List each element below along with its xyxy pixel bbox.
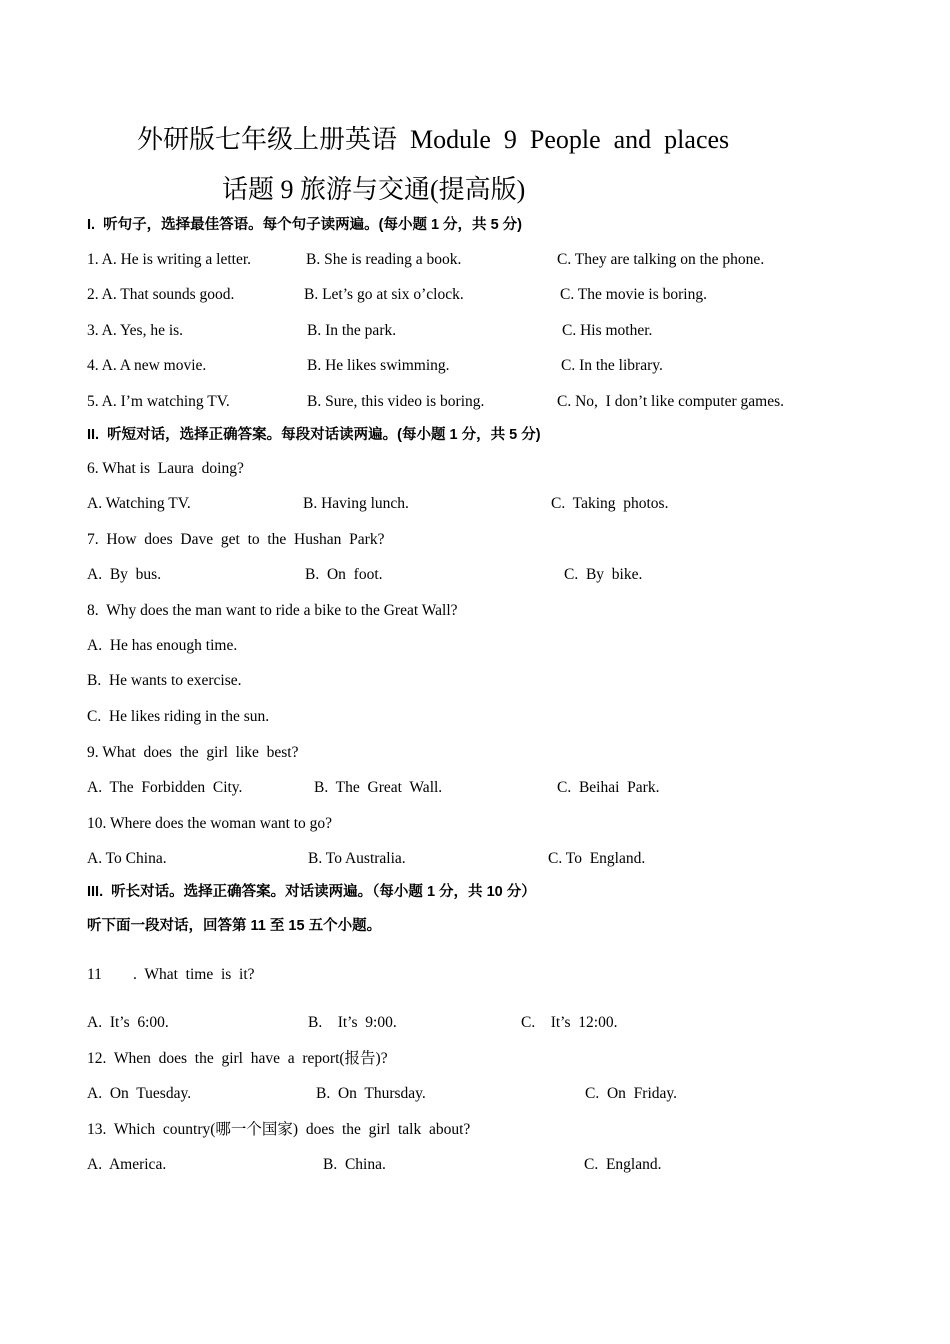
- option-b: B. To Australia.: [308, 850, 406, 867]
- question-text: 7. How does Dave get to the Hushan Park?: [87, 531, 385, 548]
- option-b: B. Sure, this video is boring.: [307, 393, 485, 410]
- page-title: 外研版七年级上册英语 Module 9 People and places: [137, 125, 730, 154]
- question-text: 12. When does the girl have a report(报告)?: [87, 1050, 388, 1067]
- option-b: B. In the park.: [307, 322, 397, 339]
- question-text: . What time is it?: [133, 966, 255, 983]
- option-c: C. It’s 12:00.: [521, 1014, 618, 1031]
- option-a: 1. A. He is writing a letter.: [87, 251, 252, 268]
- option-c: C. On Friday.: [585, 1085, 677, 1102]
- option-b: B. On foot.: [305, 566, 383, 583]
- question-text: 10. Where does the woman want to go?: [87, 815, 333, 832]
- section-instruction: 听下面一段对话，回答第 11 至 15 五个小题。: [87, 918, 382, 934]
- section-heading: I. 听句子，选择最佳答语。每个句子读两遍。(每小题 1 分，共 5 分): [87, 217, 523, 233]
- option-a: 4. A. A new movie.: [87, 357, 207, 374]
- option-c: C. In the library.: [561, 357, 663, 374]
- question-text: 6. What is Laura doing?: [87, 460, 244, 477]
- option-b: B. It’s 9:00.: [308, 1014, 397, 1031]
- question-text: 13. Which country(哪一个国家) does the girl talk about?: [87, 1121, 471, 1138]
- option-a: 5. A. I’m watching TV.: [87, 393, 230, 410]
- option-c: C. To England.: [548, 850, 646, 867]
- option-c: C. The movie is boring.: [560, 286, 707, 303]
- option-c: C. His mother.: [562, 322, 653, 339]
- option-b: B. Having lunch.: [303, 495, 409, 512]
- section-heading: III. 听长对话。选择正确答案。对话读两遍。（每小题 1 分，共 10 分）: [87, 884, 536, 900]
- option-a: A. Watching TV.: [87, 495, 191, 512]
- option-a: A. On Tuesday.: [87, 1085, 192, 1102]
- option-b: B. She is reading a book.: [306, 251, 462, 268]
- option-a: 3. A. Yes, he is.: [87, 322, 184, 339]
- option-a: 2. A. That sounds good.: [87, 286, 235, 303]
- option-a: A. By bus.: [87, 566, 162, 583]
- option-a: A. The Forbidden City.: [87, 779, 243, 796]
- option-c: C. He likes riding in the sun.: [87, 708, 270, 725]
- option-c: C. By bike.: [564, 566, 643, 583]
- option-a: A. America.: [87, 1156, 167, 1173]
- option-a: A. To China.: [87, 850, 167, 867]
- option-a: A. He has enough time.: [87, 637, 238, 654]
- option-b: B. On Thursday.: [316, 1085, 426, 1102]
- question-number: 11: [87, 966, 102, 983]
- option-c: C. No, I don’t like computer games.: [557, 393, 785, 410]
- option-c: C. Beihai Park.: [557, 779, 660, 796]
- option-a: A. It’s 6:00.: [87, 1014, 169, 1031]
- section-heading: II. 听短对话，选择正确答案。每段对话读两遍。(每小题 1 分，共 5 分): [87, 427, 541, 443]
- option-c: C. They are talking on the phone.: [557, 251, 765, 268]
- option-b: B. Let’s go at six o’clock.: [304, 286, 464, 303]
- option-b: B. The Great Wall.: [314, 779, 443, 796]
- option-c: C. Taking photos.: [551, 495, 669, 512]
- question-text: 9. What does the girl like best?: [87, 744, 299, 761]
- option-c: C. England.: [584, 1156, 662, 1173]
- option-b: B. China.: [323, 1156, 386, 1173]
- option-b: B. He wants to exercise.: [87, 672, 242, 689]
- question-text: 8. Why does the man want to ride a bike to the Great Wall?: [87, 602, 458, 619]
- option-b: B. He likes swimming.: [307, 357, 450, 374]
- page-subtitle: 话题 9 旅游与交通(提高版): [222, 175, 526, 204]
